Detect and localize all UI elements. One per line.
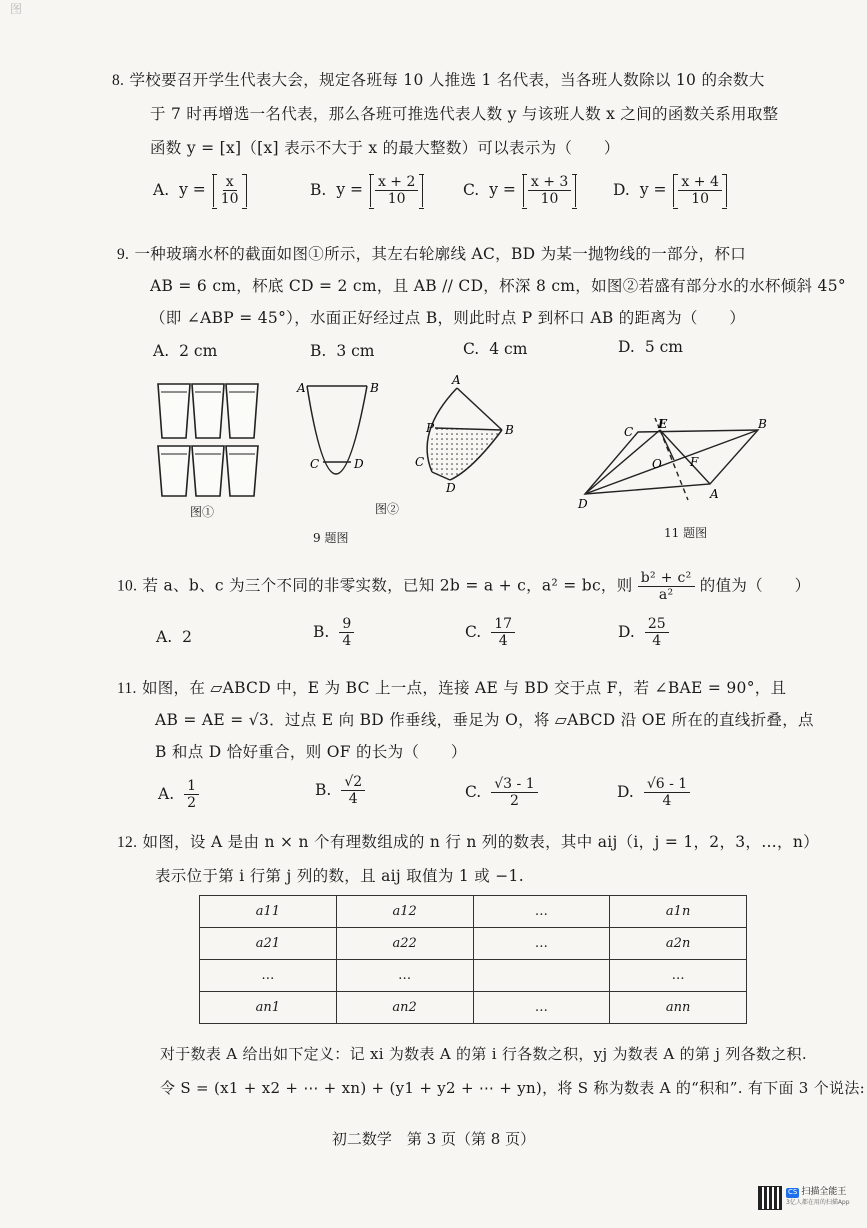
table-row bbox=[200, 928, 747, 960]
table-cell: a2n bbox=[610, 928, 747, 960]
table-cell: a22 bbox=[336, 928, 473, 960]
fig11-parallelogram bbox=[585, 418, 758, 500]
q8-option-d: D. y = $\frac{x + 4}{10}$ bbox=[613, 174, 727, 207]
q9-option-c: C. 4 cm bbox=[463, 340, 528, 358]
page-footer: 初二数学 第 3 页（第 8 页） bbox=[331, 1130, 536, 1148]
q12-text-1: 如图，设 A 是由 n × n 个有理数组成的 n 行 n 列的数表，其中 aij（i，j = 1，2，3，…，n） bbox=[142, 833, 819, 851]
fig2-label-a: A bbox=[297, 381, 306, 395]
tilt-label-d: D bbox=[446, 481, 456, 495]
table-cell: … bbox=[473, 896, 610, 928]
table-cell: … bbox=[336, 960, 473, 992]
table-cell: … bbox=[610, 960, 747, 992]
q11-line2: AB = AE = √3．过点 E 向 BD 作垂线，垂足为 O，将 ▱ABCD 沿 OE 所在的直线折叠，点 bbox=[155, 711, 814, 729]
q8-line2: 于 7 时再增选一名代表，那么各班可推选代表人数 y 与该班人数 x 之间的函数关系用取整 bbox=[150, 105, 779, 123]
qr-code-icon bbox=[758, 1186, 782, 1210]
scanner-logo-icon: CS bbox=[788, 1188, 798, 1197]
matrix-table bbox=[199, 895, 747, 1024]
tilt-label-c: C bbox=[415, 455, 425, 469]
q10-expression: $\frac{\text{b² + c²}}{\text{a²}}$ bbox=[638, 570, 695, 603]
q12-line1 bbox=[117, 830, 819, 852]
q10-text-a: 若 a、b、c 为三个不同的非零实数，已知 2b = a + c，a² = bc，则 bbox=[142, 576, 633, 595]
scanner-subtitle: 3亿人都在用的扫描App bbox=[786, 1199, 850, 1206]
fig11-label-a: A bbox=[710, 487, 719, 501]
q9-line3: （即 ∠ABP = 45°），水面正好经过点 B，则此时点 P 到杯口 AB 的距离为（ ） bbox=[150, 309, 746, 327]
q11-option-b: B. $\frac{√2}{4}$ bbox=[315, 774, 365, 807]
q12-line4: 令 S = (x1 + x2 + ⋯ + xn) + (y1 + y2 + ⋯ + yn)，将 S 称为数表 A 的“积和”. 有下面 3 个说法: bbox=[160, 1079, 865, 1097]
q8-text-1: 学校要召开学生代表大会，规定各班每 10 人推选 1 名代表，当各班人数除以 10 的余数大 bbox=[129, 71, 765, 89]
fig11-label-o: O bbox=[652, 457, 662, 471]
q11-option-d: D. $\frac{√6 - 1}{4}$ bbox=[617, 776, 690, 809]
q9-option-b: B. 3 cm bbox=[310, 342, 375, 360]
table-cell: a11 bbox=[200, 896, 337, 928]
q11-number: 11. bbox=[117, 680, 137, 697]
corner-mark: 图 bbox=[10, 2, 23, 16]
q9-line1 bbox=[117, 242, 746, 264]
q9-text-1: 一种玻璃水杯的截面如图①所示，其左右轮廓线 AC，BD 为某一抛物线的一部分，杯口 bbox=[134, 245, 746, 263]
q9-line2: AB = 6 cm，杯底 CD = 2 cm，且 AB // CD，杯深 8 cm，如图②若盛有部分水的水杯倾斜 45° bbox=[150, 277, 846, 295]
tilt-label-b: B bbox=[505, 423, 514, 437]
q10-option-b: B. $\frac{9}{4}$ bbox=[313, 616, 354, 649]
scanner-badge bbox=[758, 1183, 858, 1213]
fig11-label-e: E bbox=[658, 417, 668, 431]
table-cell: ann bbox=[610, 992, 747, 1024]
q8-option-b: B. y = $\frac{x + 2}{10}$ bbox=[310, 174, 423, 207]
q10-line1 bbox=[117, 570, 810, 603]
fig2-label-c: C bbox=[310, 457, 320, 471]
fig11-label-d: D bbox=[578, 497, 588, 511]
tilt-label-p: P bbox=[426, 421, 435, 435]
fig2-label-b: B bbox=[370, 381, 379, 395]
table-cell: … bbox=[473, 992, 610, 1024]
q10-text-b: 的值为（ ） bbox=[699, 576, 811, 595]
fig1-cups-illustration bbox=[158, 384, 258, 496]
fig2-caption: 图② bbox=[375, 502, 400, 516]
q12-line3: 对于数表 A 给出如下定义：记 xi 为数表 A 的第 i 行各数之积，yj 为数表 A 的第 j 列各数之积. bbox=[160, 1045, 807, 1063]
q9-figure-caption: 9 题图 bbox=[313, 531, 349, 545]
table-cell: … bbox=[473, 928, 610, 960]
q12-line2: 表示位于第 i 行第 j 列的数，且 aij 取值为 1 或 −1. bbox=[155, 867, 524, 885]
q10-option-a: A. 2 bbox=[156, 628, 192, 646]
table-cell: a21 bbox=[200, 928, 337, 960]
q11-text-1: 如图，在 ▱ABCD 中，E 为 BC 上一点，连接 AE 与 BD 交于点 F，若 ∠BAE = 90°，且 bbox=[141, 679, 787, 697]
q12-number: 12. bbox=[117, 834, 138, 851]
table-cell: an2 bbox=[336, 992, 473, 1024]
q9-option-a: A. 2 cm bbox=[153, 342, 218, 360]
q8-option-c: C. y = $\frac{x + 3}{10}$ bbox=[463, 174, 576, 207]
scanner-title: 扫描全能王 bbox=[801, 1187, 847, 1198]
q10-option-d: D. $\frac{25}{4}$ bbox=[618, 616, 669, 649]
fig11-label-c: C bbox=[624, 425, 634, 439]
q11-figure-caption: 11 题图 bbox=[664, 526, 708, 540]
table-cell: … bbox=[200, 960, 337, 992]
tilt-label-a: A bbox=[452, 373, 461, 387]
q9-number: 9. bbox=[117, 246, 130, 263]
q8-line3: 函数 y = [x]（[x] 表示不大于 x 的最大整数）可以表示为（ ） bbox=[150, 139, 620, 157]
q10-number: 10. bbox=[117, 577, 138, 595]
fig11-label-f: F bbox=[690, 455, 699, 469]
fig11-label-b: B bbox=[758, 417, 767, 431]
q9-option-d: D. 5 cm bbox=[618, 338, 683, 356]
q11-line1 bbox=[117, 676, 786, 698]
q11-line3: B 和点 D 恰好重合，则 OF 的长为（ ） bbox=[155, 743, 467, 761]
q8-option-a: A. y = $\frac{x}{10}$ bbox=[153, 174, 247, 207]
table-row bbox=[200, 960, 747, 992]
q11-option-a: A. $\frac{1}{2}$ bbox=[158, 778, 199, 811]
fig1-caption: 图① bbox=[190, 505, 215, 519]
fig-tilted-cup bbox=[427, 388, 502, 480]
table-cell: an1 bbox=[200, 992, 337, 1024]
table-cell: a12 bbox=[336, 896, 473, 928]
q10-option-c: C. $\frac{17}{4}$ bbox=[465, 616, 515, 649]
table-row bbox=[200, 992, 747, 1024]
figures-row bbox=[150, 372, 790, 522]
q11-option-c: C. $\frac{√3 - 1}{2}$ bbox=[465, 776, 538, 809]
fig2-label-d: D bbox=[354, 457, 364, 471]
table-cell: a1n bbox=[610, 896, 747, 928]
table-cell bbox=[473, 960, 610, 992]
q8-number: 8. bbox=[112, 72, 125, 89]
q8-line1 bbox=[112, 68, 765, 90]
table-row bbox=[200, 896, 747, 928]
